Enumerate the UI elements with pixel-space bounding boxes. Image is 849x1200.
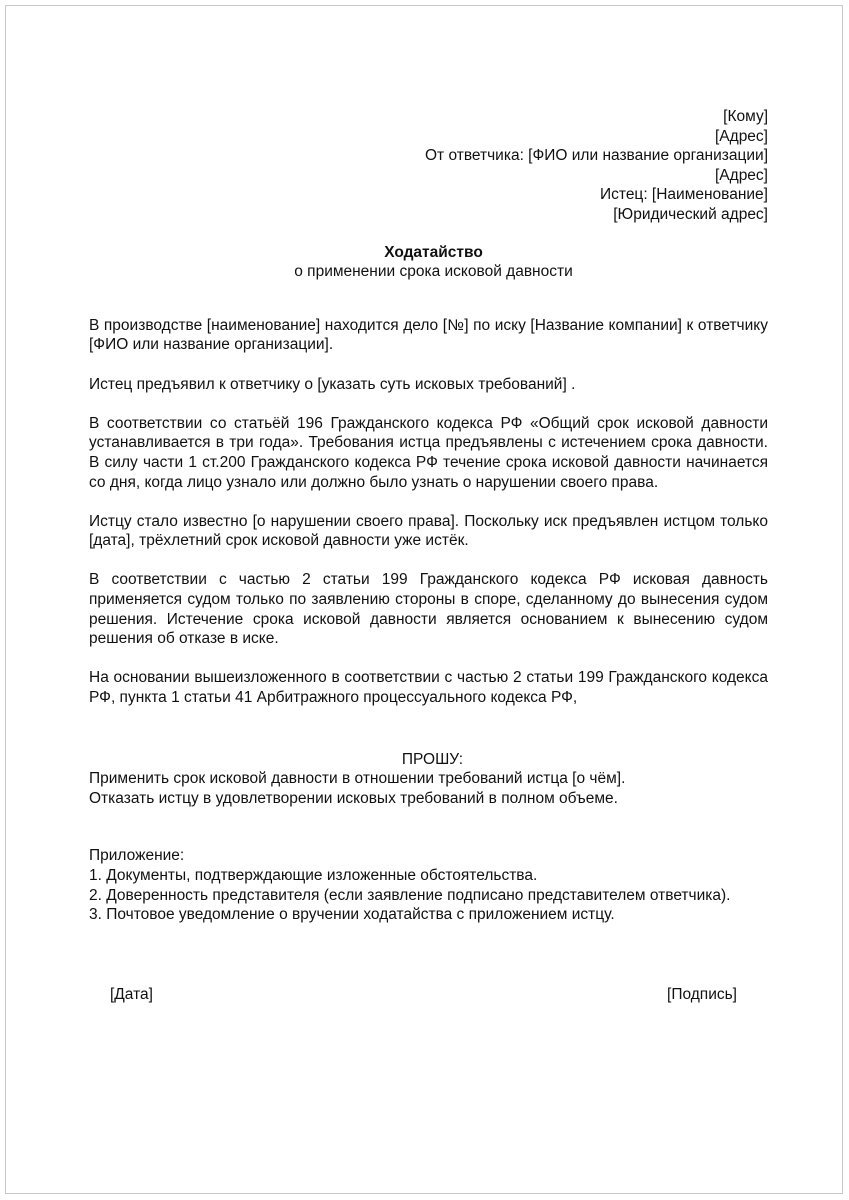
- date-placeholder: [Дата]: [110, 986, 153, 1003]
- paragraph-article-199: В соответствии с частью 2 статьи 199 Гражданского кодекса РФ исковая давность применяется судом только по заявлению стороны в споре, сделанному до вынесения судом решения. Истечение срока исковой давности является основанием к вынесению судом решения об отказе в иске.: [89, 571, 768, 648]
- paragraph-case: В производстве [наименование] находится дело [№] по иску [Название компании] к ответчику [ФИО или название организации].: [89, 316, 768, 354]
- document-page: [5, 5, 843, 1194]
- request-heading: ПРОШУ:: [401, 750, 464, 768]
- signature-placeholder: [Подпись]: [667, 986, 737, 1003]
- title-block: [89, 243, 768, 282]
- document-body: [89, 316, 768, 708]
- paragraph-expiry: Истцу стало известно [о нарушении своего права]. Поскольку иск предъявлен истцом только [дата], трёхлетний срок исковой давности уже истёк.: [89, 512, 768, 550]
- attachment-item: 3. Почтовое уведомление о вручении ходатайства с приложением истцу.: [89, 906, 615, 924]
- paragraph-basis: На основании вышеизложенного в соответствии с частью 2 статьи 199 Гражданского кодекса РФ, пункта 1 статьи 41 Арбитражного процессуального кодекса РФ,: [89, 669, 768, 707]
- document-subtitle: о применении срока исковой давности: [294, 263, 573, 281]
- attachments-block: [89, 846, 768, 924]
- request-list: [89, 769, 768, 808]
- attachment-item: 1. Документы, подтверждающие изложенные обстоятельства.: [89, 867, 538, 884]
- header-to-address: [Адрес]: [715, 127, 768, 145]
- header-plaintiff: Истец: [Наименование]: [600, 186, 768, 204]
- document-title: Ходатайство: [384, 243, 483, 261]
- header-defendant-address: [Адрес]: [715, 166, 768, 184]
- attachments-heading: Приложение:: [89, 847, 185, 865]
- document-content: [89, 107, 768, 925]
- request-item: Применить срок исковой давности в отношении требований истца [о чём].: [89, 770, 626, 788]
- header-to: [Кому]: [723, 108, 768, 125]
- header-from-defendant: От ответчика: [ФИО или название организации]: [424, 147, 768, 165]
- paragraph-claim: Истец предъявил к ответчику о [указать суть исковых требований] .: [89, 375, 576, 393]
- request-item: Отказать истцу в удовлетворении исковых требований в полном объеме.: [89, 789, 618, 807]
- paragraph-article-196: В соответствии со статьёй 196 Гражданского кодекса РФ «Общий срок исковой давности устанавливается в три года». Требования истца предъявлены с истечением срока давности. В силу части 1 ст.200 Гражданского кодекса РФ течение срока исковой давности начинается со дня, когда лицо узнало или должно было узнать о нарушении своего права.: [89, 414, 768, 491]
- addressee-block: [89, 107, 768, 225]
- attachment-item: 2. Доверенность представителя (если заявление подписано представителем ответчика).: [89, 886, 731, 904]
- header-plaintiff-address: [Юридический адрес]: [613, 205, 768, 223]
